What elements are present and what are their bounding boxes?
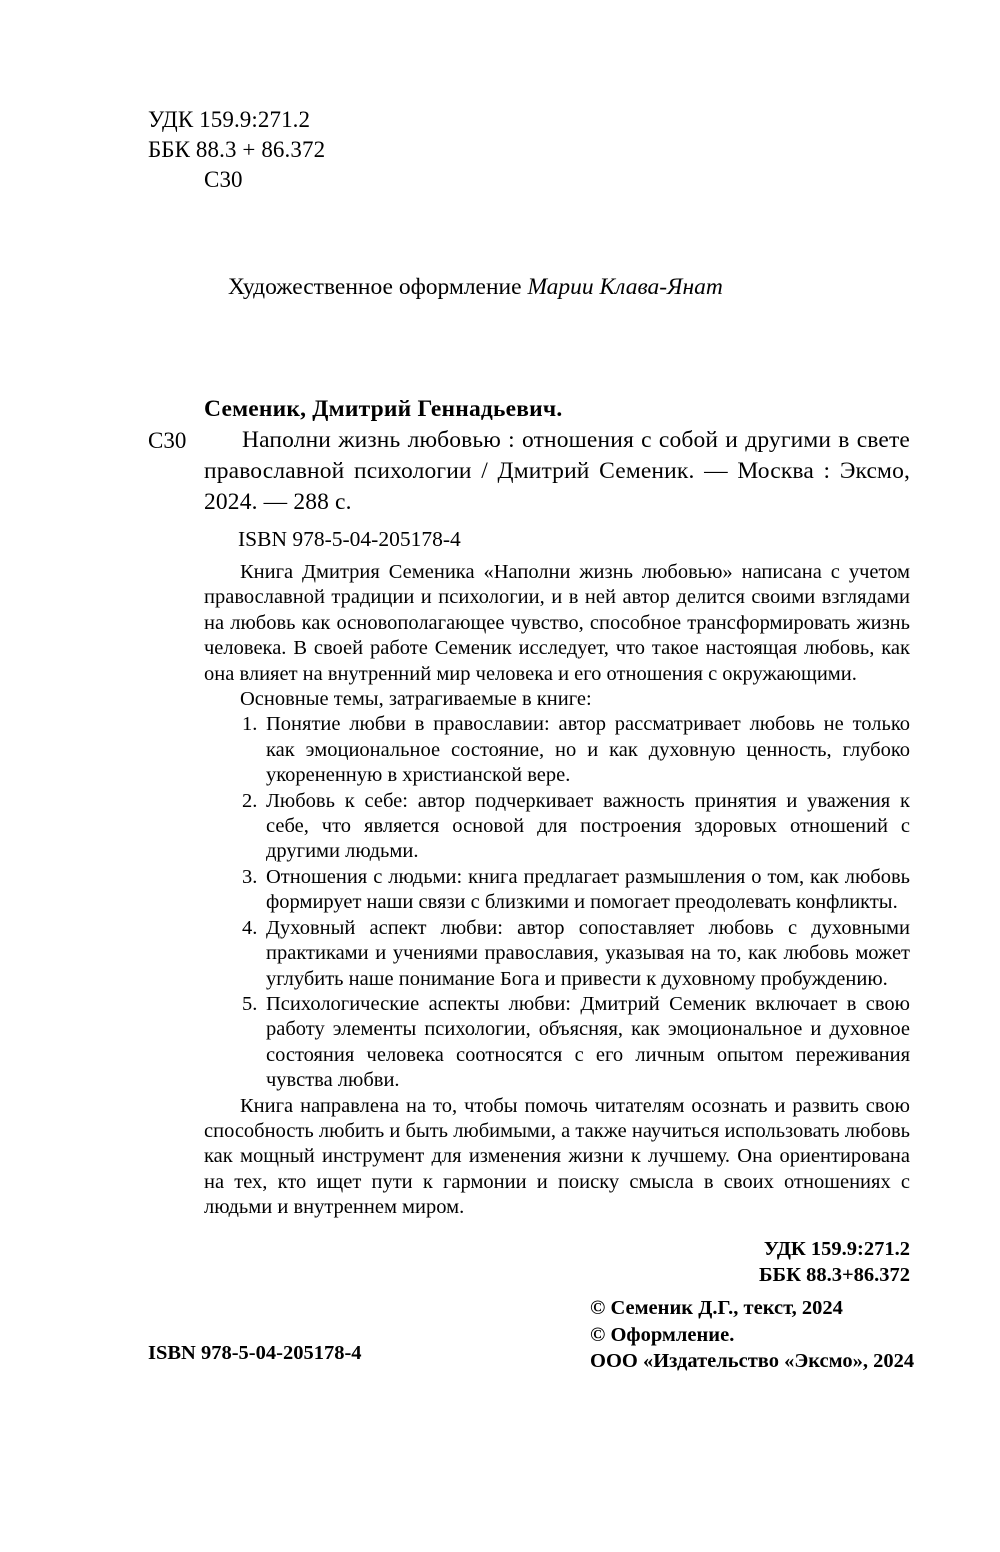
author-mark: С30 [204,167,243,192]
annotation-paragraph-final: Книга направлена на то, чтобы помочь читателям осознать и развить свою способность любить и быть любимыми, а также научиться использовать любовь как мощный инструмент для изменения жизни к лучшему. Она ориентирована на тех, кто ищет пути к гармонии и поиску смысла в своих отношениях с людьми и внутреннем миром. [204,1094,910,1219]
annotation-paragraph-1: Книга Дмитрия Семеника «Наполни жизнь любовью» написана с учетом православной традиции и психологии, и в ней автор делится своими взглядами на любовь как основополагающее чувство, способное трансформировать жизнь человека. В своей работе Семеник исследует, что такое настоящая любовь, как она влияет на внутренний мир человека и его отношения с окружающими. [204,561,910,685]
design-credit-prefix: Художественное оформление [228,274,528,300]
list-item: Понятие любви в православии: автор рассматривает любовь не только как эмоциональное состояние, но и как духовную ценность, глубоко укорененную в христианской вере. [266,713,910,787]
bibliographic-author-mark: С30 [148,428,187,453]
list-item: Духовный аспект любви: автор сопоставляет любовь с духовными практиками и учениями православия, указывая на то, как любовь может углубить наше понимание Бога и привести к духовному пробуждению. [266,916,910,990]
annotation-block [204,560,910,1221]
copyright-line-2: © Оформление. [590,1323,735,1346]
classification-repeat [759,1236,910,1288]
bbk-code: ББК 88.3 + 86.372 [148,137,326,162]
isbn-bottom: ISBN 978-5-04-205178-4 [148,1342,362,1364]
list-item: Психологические аспекты любви: Дмитрий Семеник включает в свою работу элементы психологии, объясняя, как эмоциональное и духовное состояния человека соотносятся с его личным опытом переживания чувства любви. [266,992,910,1092]
udk-code: УДК 159.9:271.2 [148,107,311,132]
bibliographic-author: Семеник, Дмитрий Геннадьевич. [204,396,563,422]
copyright-line-1: © Семеник Д.Г., текст, 2024 [590,1297,843,1319]
list-item: Отношения с людьми: книга предлагает размышления о том, как любовь формирует наши связи с близкими и помогает преодолевать конфликты. [266,865,910,914]
design-credit [228,272,723,302]
annotation-topics-lead: Основные темы, затрагиваемые в книге: [240,688,592,711]
bbk-code-repeat: ББК 88.3+86.372 [758,1264,910,1286]
classification-block [148,105,325,195]
udk-code-repeat: УДК 159.9:271.2 [763,1238,910,1260]
design-credit-name: Марии Клава-Янат [527,274,723,300]
annotation-topics-list [204,712,910,1093]
isbn-top: ISBN 978-5-04-205178-4 [238,527,461,551]
copyright-block [590,1295,914,1375]
list-item: Любовь к себе: автор подчеркивает важность принятия и уважения к себе, что является основой для построения здоровых отношений с другими людьми. [266,789,910,863]
bibliographic-description-text: Наполни жизнь любовью : отношения с собой и другими в свете православной психологии / Дмитрий Семеник. — Москва : Эксмо, 2024. — 288 с. [204,427,910,515]
bibliographic-description [204,425,910,518]
copyright-line-3: ООО «Издательство «Эксмо», 2024 [590,1350,915,1372]
